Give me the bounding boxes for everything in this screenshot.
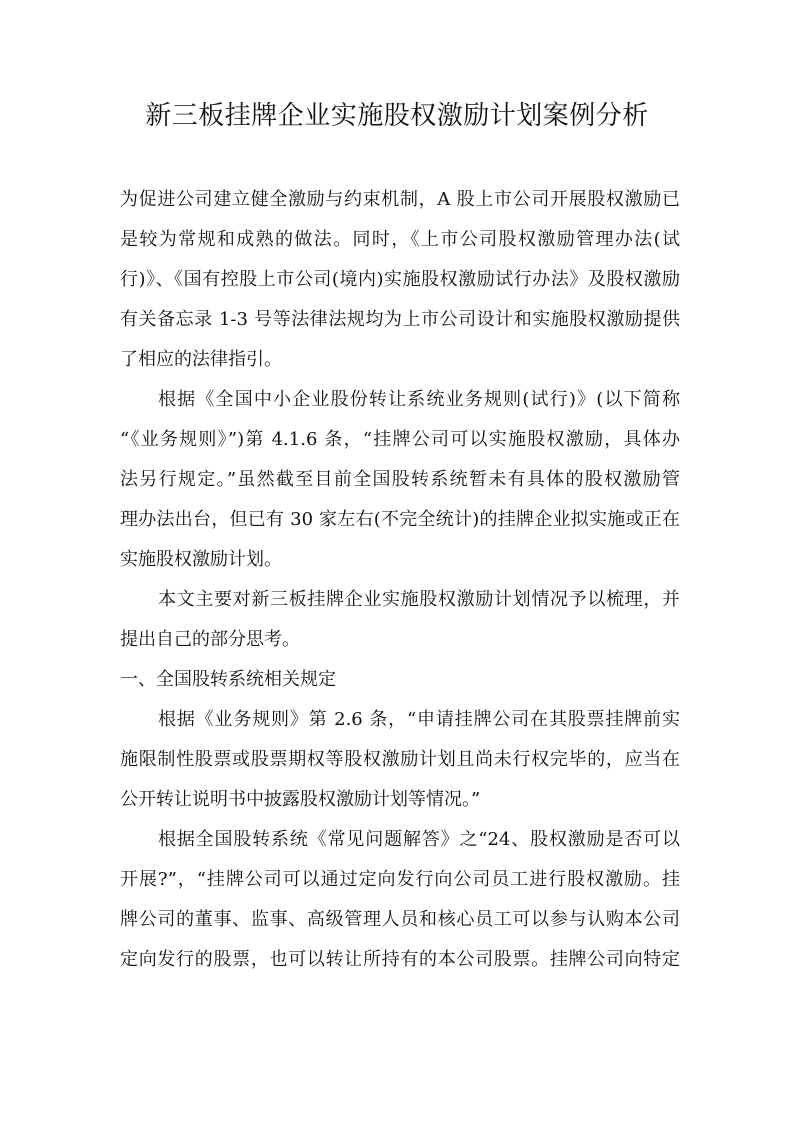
text-line: “《业务规则》”)第 4.1.6 条，“挂牌公司可以实施股权激励，具体办 (120, 429, 680, 450)
text-line: 一、全国股转系统相关规定 (120, 669, 336, 690)
text-line: 开展?”，“挂牌公司可以通过定向发行向公司员工进行股权激励。挂 (120, 869, 680, 890)
text-line: 根据《业务规则》第 2.6 条，“申请挂牌公司在其股票挂牌前实 (158, 709, 680, 730)
text-line: 理办法出台，但已有 30 家左右(不完全统计)的挂牌企业拟实施或正在 (120, 509, 680, 530)
text-line: 公开转让说明书中披露股权激励计划等情况。” (120, 789, 481, 810)
document-body (120, 180, 680, 980)
text-line: 定向发行的股票，也可以转让所持有的本公司股票。挂牌公司向特定 (120, 949, 680, 970)
text-line: 为促进公司建立健全激励与约束机制，A 股上市公司开展股权激励已 (120, 189, 680, 210)
text-line: 施限制性股票或股票期权等股权激励计划且尚未行权完毕的，应当在 (120, 749, 680, 770)
text-line: 根据《全国中小企业股份转让系统业务规则(试行)》(以下简称 (158, 389, 680, 410)
text-line: 本文主要对新三板挂牌企业实施股权激励计划情况予以梳理，并 (158, 589, 680, 610)
text-line: 行)》、《国有控股上市公司(境内)实施股权激励试行办法》及股权激励 (120, 269, 680, 290)
document-title: 新三板挂牌企业实施股权激励计划案例分析 (145, 101, 649, 131)
text-line: 提出自己的部分思考。 (120, 629, 300, 650)
text-line: 根据全国股转系统《常见问题解答》之“24、股权激励是否可以 (158, 829, 680, 850)
text-line: 是较为常规和成熟的做法。同时，《上市公司股权激励管理办法(试 (120, 229, 680, 250)
text-line: 有关备忘录 1-3 号等法律法规均为上市公司设计和实施股权激励提供 (120, 309, 680, 330)
text-line: 法另行规定。”虽然截至目前全国股转系统暂未有具体的股权激励管 (120, 469, 680, 490)
text-line: 了相应的法律指引。 (120, 349, 282, 370)
text-line: 实施股权激励计划。 (120, 549, 282, 570)
text-line: 牌公司的董事、监事、高级管理人员和核心员工可以参与认购本公司 (120, 909, 680, 930)
